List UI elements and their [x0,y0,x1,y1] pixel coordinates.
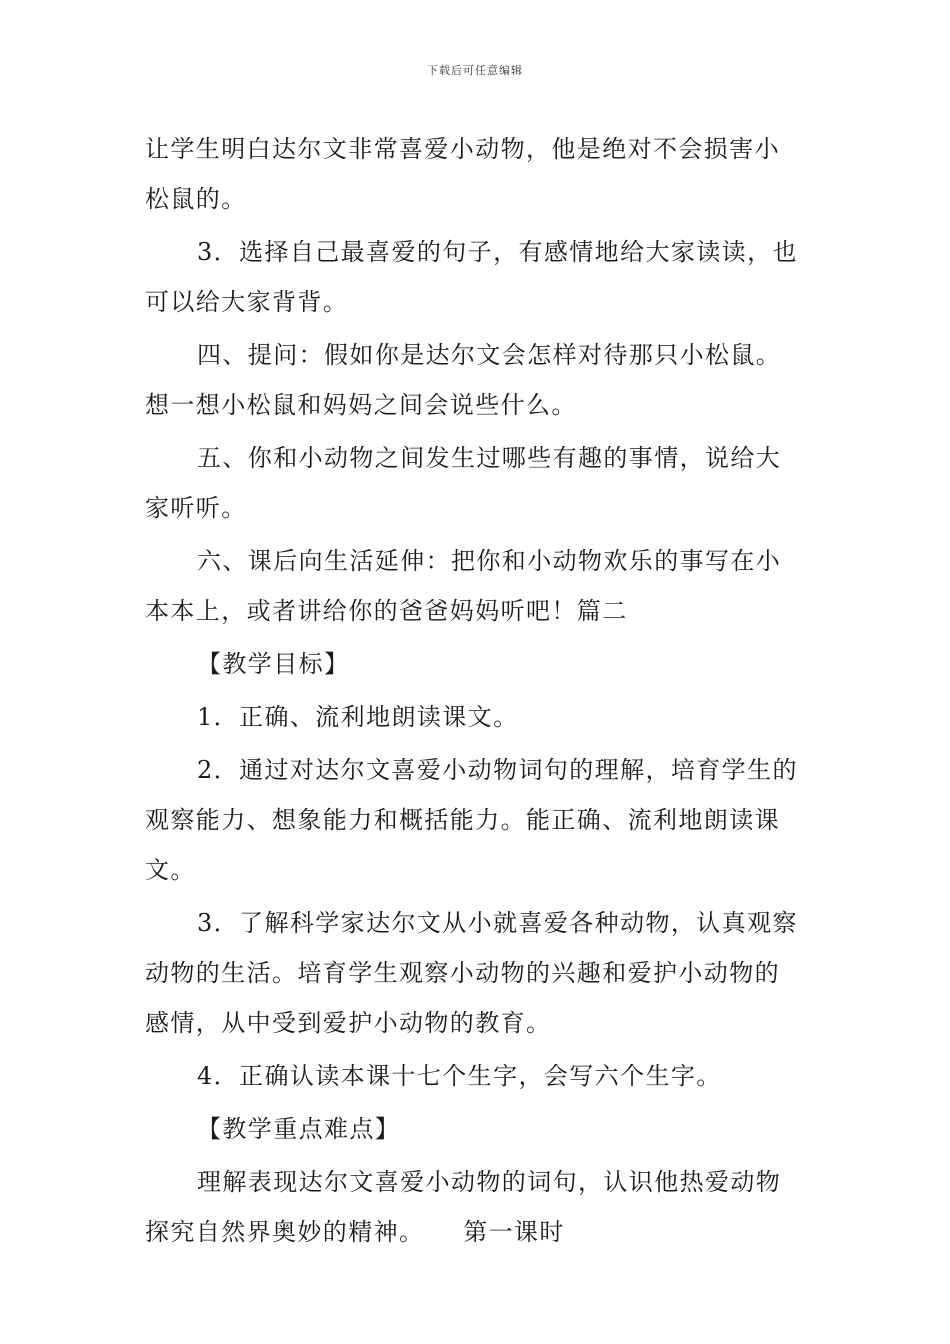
section-heading [145,639,810,689]
paragraph [145,1157,810,1257]
text-line: 探究自然界奥妙的精神。 第一课时 [145,1218,565,1246]
paragraph [145,745,810,895]
text-line: 观察能力、想象能力和概括能力。能正确、流利地朗读课 [145,806,780,834]
paragraph [145,898,810,1048]
text-line: 六、课后向生活延伸：把你和小动物欢乐的事写在小 [197,547,782,575]
paragraph [145,227,810,327]
text-line: 想一想小松鼠和妈妈之间会说些什么。 [145,391,577,419]
page-header: 下载后可任意编辑 [427,64,523,77]
text-line: 感情，从中受到爱护小动物的教育。 [145,1009,552,1037]
heading-text: 【教学目标】 [197,650,350,678]
paragraph [145,692,810,742]
text-line: 五、你和小动物之间发生过哪些有趣的事情，说给大 [197,444,782,472]
paragraph [145,433,810,533]
text-line: 四、提问：假如你是达尔文会怎样对待那只小松鼠。 [197,341,782,369]
text-line: 2．通过对达尔文喜爱小动物词句的理解，培育学生的 [197,756,798,784]
paragraph [145,536,810,636]
paragraph [145,1051,810,1101]
text-line: 3．选择自己最喜爱的句子，有感情地给大家读读，也 [197,238,798,266]
heading-text: 【教学重点难点】 [197,1115,401,1143]
text-line: 可以给大家背背。 [145,288,349,316]
paragraph [145,330,810,430]
text-line: 让学生明白达尔文非常喜爱小动物，他是绝对不会损害小 [145,135,780,163]
text-line: 4．正确认读本课十七个生字，会写六个生字。 [197,1062,722,1090]
text-line: 本本上，或者讲给你的爸爸妈妈听吧！篇二 [145,597,628,625]
text-line: 文。 [145,856,196,884]
text-line: 理解表现达尔文喜爱小动物的词句，认识他热爱动物 [197,1168,782,1196]
text-line: 动物的生活。培育学生观察小动物的兴趣和爱护小动物的 [145,959,780,987]
section-heading [145,1104,810,1154]
paragraph [145,124,810,224]
document-body [145,124,810,1257]
text-line: 3．了解科学家达尔文从小就喜爱各种动物，认真观察 [197,909,798,937]
text-line: 1．正确、流利地朗读课文。 [197,703,519,731]
text-line: 松鼠的。 [145,185,247,213]
text-line: 家听听。 [145,494,247,522]
